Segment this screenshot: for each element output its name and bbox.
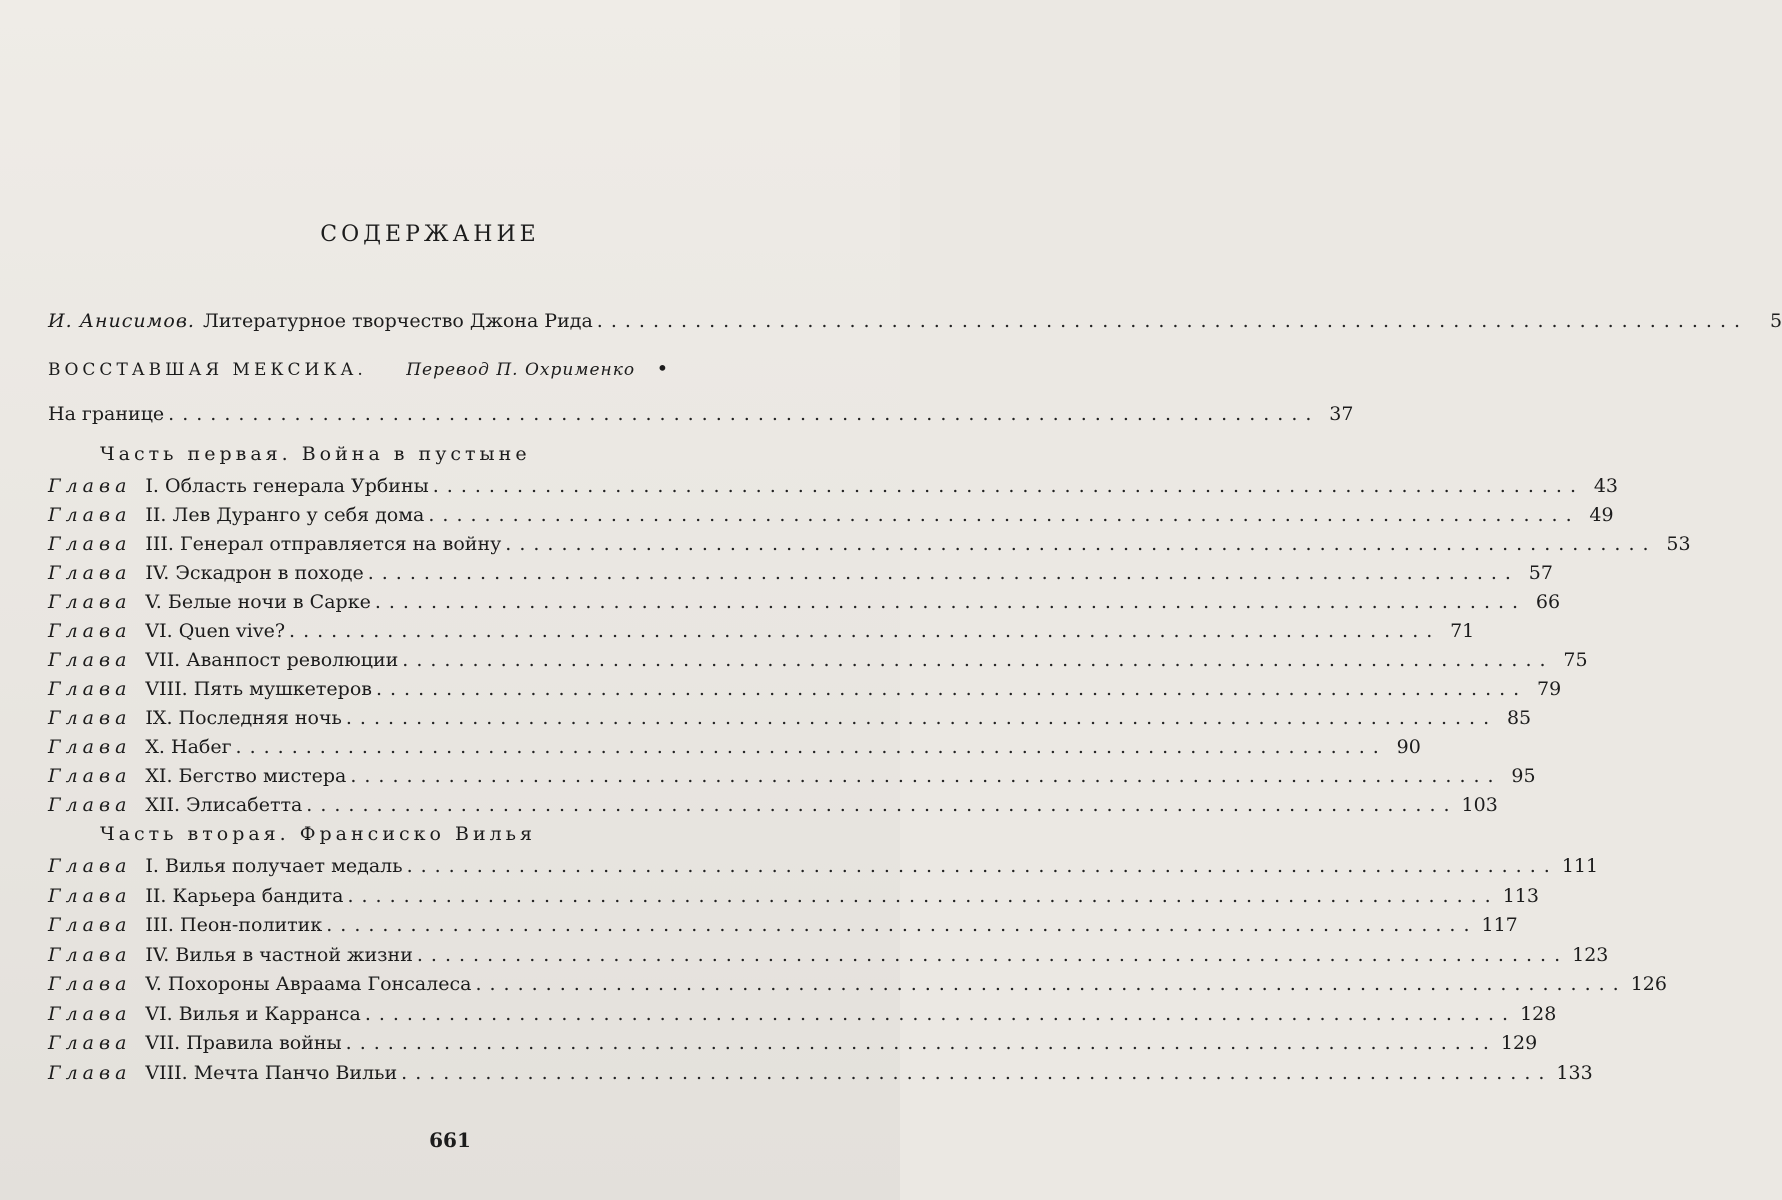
chapter-page: 113 [1502,884,1539,907]
dot-leader: .................................................................................. [428,504,1580,526]
chapter-label: Глава [48,1032,132,1054]
chapter-page: 128 [1520,1002,1557,1025]
chapter-title: II. Карьера бандита [145,884,344,907]
dot-leader: .................................................................................. [406,855,1558,877]
chapter-page: 111 [1561,855,1599,877]
chapter-label: Глава [48,943,132,966]
chapter-page: 95 [1511,765,1536,787]
toc-chapter-entry [48,914,1518,936]
chapter-label: Глава [48,562,132,584]
toc-chapter-entry [48,475,1619,497]
toc-entry-border [48,403,1354,425]
toc-chapter-entry [48,1002,1557,1025]
chapter-label: Глава [48,649,132,671]
dot-leader: .................................................................................. [401,1061,1553,1084]
dot-leader: .................................................................................. [345,1032,1497,1054]
chapter-label: Глава [48,736,132,758]
chapter-title: V. Похороны Авраама Гонсалеса [145,973,472,995]
toc-chapter-entry [48,678,1562,700]
chapter-page: 71 [1450,620,1475,642]
chapter-title: X. Набег [145,736,232,758]
dot-leader: .................................................................................. [306,794,1458,816]
toc-chapter-entry [48,620,1475,642]
toc-chapter-entry [48,736,1421,758]
toc-chapter-entry [48,533,1691,555]
toc-chapter-entry [48,591,1561,613]
intro-author: И. Анисимов. [48,310,195,332]
toc-chapter-entry [48,855,1599,877]
toc-chapter-entry [48,765,1536,787]
dot-leader: .................................................................................. [168,403,1320,425]
dot-leader: .................................................................................. [364,1002,1517,1025]
chapter-title: I. Область генерала Урбины [145,475,429,497]
toc-chapter-entry [48,973,1667,995]
dot-leader: .................................................................................. [347,884,1499,907]
chapter-title: VI. Quen vive? [145,620,286,642]
chapter-page: 66 [1535,591,1561,613]
book-translator: Перевод П. Охрименко [406,360,636,380]
dot-leader: .................................................................................. [432,475,1585,497]
chapter-label: Глава [48,794,132,816]
chapter-page: 129 [1500,1032,1538,1054]
chapter-label: Глава [48,1061,132,1084]
chapter-title: IX. Последняя ночь [145,707,342,729]
chapter-label: Глава [48,914,132,936]
chapter-page: 103 [1461,794,1498,816]
page-number: 661 [429,1128,471,1152]
toc-chapter-entry [48,1061,1593,1084]
toc-chapter-entry [48,504,1614,526]
dot-leader: .................................................................................. [475,973,1627,995]
toc-chapter-entry [48,1032,1538,1054]
chapter-label: Глава [48,855,132,877]
chapter-page: 43 [1593,475,1619,497]
dot-leader: .................................................................................. [235,736,1387,758]
chapter-page: 126 [1630,973,1667,995]
chapter-label: Глава [48,884,132,907]
part1-heading: Часть первая. Война в пустыне [100,443,531,465]
chapter-label: Глава [48,678,132,700]
chapter-page: 75 [1563,649,1588,671]
chapter-label: Глава [48,973,132,995]
chapter-title: XII. Элисабетта [145,794,303,816]
chapter-title: VI. Вилья и Карранса [145,1002,361,1025]
chapter-label: Глава [48,533,132,555]
chapter-label: Глава [48,707,132,729]
dot-leader: .................................................................................. [505,533,1657,555]
chapter-title: III. Генерал отправляется на войну [145,533,502,555]
chapter-page: 57 [1528,562,1553,584]
chapter-title: II. Лев Дуранго у себя дома [145,504,425,526]
dot-leader: .................................................................................. [374,591,1527,613]
chapter-page: 85 [1506,707,1532,729]
chapter-page: 49 [1589,504,1614,526]
book-title: ВОССТАВШАЯ МЕКСИКА. [48,360,367,380]
dot-leader: .................................................................................. [596,310,1749,332]
dot-leader: .................................................................................. [367,562,1519,584]
chapter-title: VII. Правила войны [145,1032,342,1054]
bullet-mark: • [656,356,669,380]
chapter-title: III. Пеон-политик [145,914,323,936]
toc-chapter-entry [48,562,1553,584]
dot-leader: .................................................................................. [350,765,1502,787]
toc-chapter-entry [48,649,1588,671]
chapter-title: XI. Бегство мистера [145,765,347,787]
border-page: 37 [1329,403,1354,425]
border-title: На границе [48,403,165,425]
toc-chapter-entry [48,707,1532,729]
book-heading [48,356,668,380]
dot-leader: .................................................................................. [402,649,1554,671]
chapter-label: Глава [48,1002,132,1025]
chapter-label: Глава [48,475,132,497]
chapter-label: Глава [48,591,132,613]
chapter-page: 123 [1572,943,1609,966]
toc-chapter-entry [48,794,1498,816]
intro-page: 5 [1769,310,1782,332]
chapter-title: I. Вилья получает медаль [145,855,403,877]
intro-title: Литературное творчество Джона Рида [202,310,593,332]
dot-leader: .................................................................................. [375,678,1528,700]
part2-heading: Часть вторая. Франсиско Вилья [100,823,537,845]
chapter-label: Глава [48,620,132,642]
dot-leader: .................................................................................. [289,620,1441,642]
toc-entry-intro [48,310,1782,332]
chapter-page: 90 [1396,736,1421,758]
contents-heading: СОДЕРЖАНИЕ [320,222,540,247]
toc-chapter-entry [48,943,1609,966]
chapter-title: IV. Вилья в частной жизни [145,943,413,966]
dot-leader: .................................................................................. [326,914,1478,936]
chapter-page: 79 [1537,678,1562,700]
chapter-title: VIII. Мечта Панчо Вильи [145,1061,398,1084]
dot-leader: .................................................................................. [345,707,1498,729]
chapter-label: Глава [48,765,132,787]
dot-leader: .................................................................................. [416,943,1569,966]
chapter-page: 53 [1666,533,1691,555]
toc-chapter-entry [48,884,1539,907]
chapter-title: IV. Эскадрон в походе [145,562,364,584]
chapter-page: 133 [1556,1061,1593,1084]
chapter-label: Глава [48,504,132,526]
chapter-title: VIII. Пять мушкетеров [145,678,372,700]
chapter-title: V. Белые ночи в Сарке [145,591,371,613]
chapter-title: VII. Аванпост революции [145,649,399,671]
chapter-page: 117 [1481,914,1518,936]
